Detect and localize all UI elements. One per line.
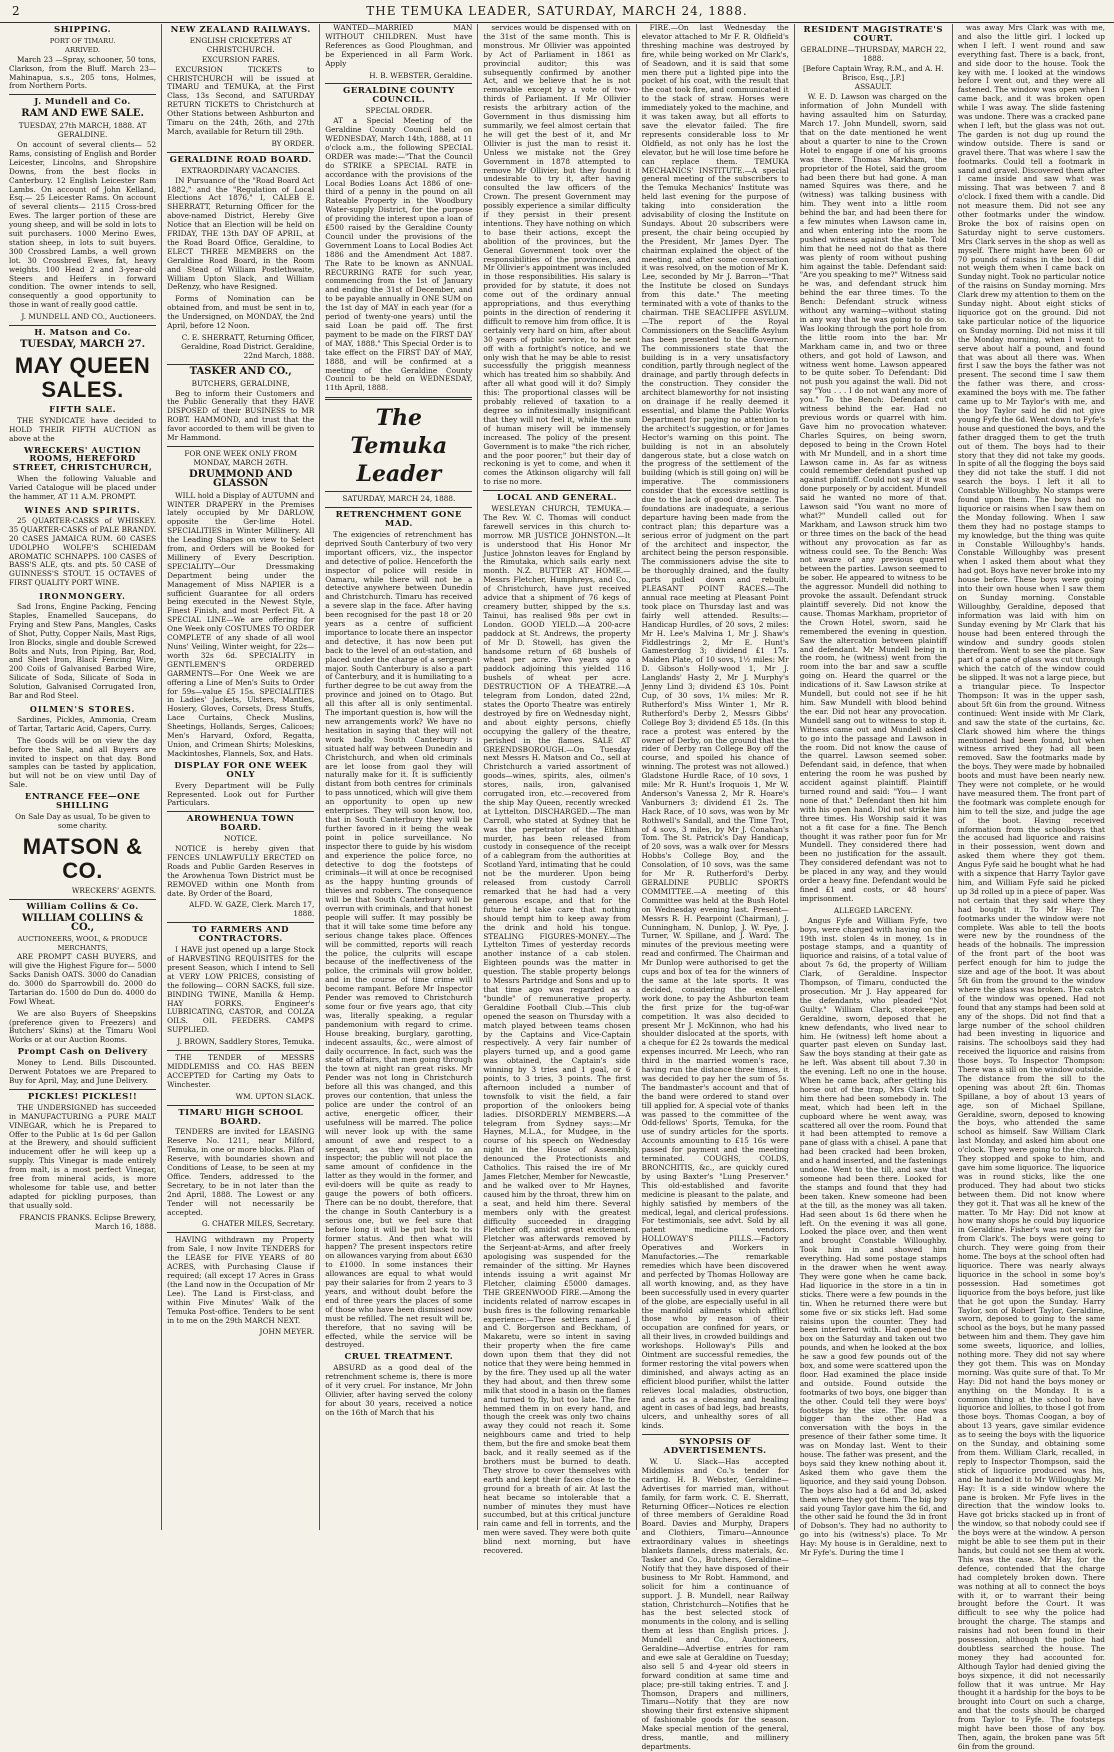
shipping-text: March 23 —Spray, schooner, 50 tons, Clarkson, from the Bluff. March 23—Mahinapua, s.s., 205 tons, Holmes, from Northern Ports. — [9, 54, 157, 91]
divider — [167, 922, 314, 923]
entrance-fee: ENTRANCE FEE—ONE SHILLING — [24, 792, 141, 812]
may-queen-title: MAY QUEEN SALES. — [14, 352, 151, 402]
syndicate-text: THE SYNDICATE have decided to HOLD THEIR FIFTH AUCTION as above at the — [9, 415, 157, 443]
slack-signature: WM. UPTON SLACK. — [235, 1091, 315, 1101]
mundell-heading: J. Mundell and Co. — [34, 97, 131, 108]
webster-signature: H. B. WEBSTER, Geraldine. — [369, 70, 473, 80]
collins-body-2: We are also Buyers of Sheepskins (preference given to Freezers) and Butchers' Skins) at the Timaru Wool Works or at our Auction Rooms. — [9, 1008, 157, 1045]
cruel-title: CRUEL TREATMENT. — [344, 1352, 454, 1363]
divider — [9, 94, 156, 95]
ram-sale-body: On account of several clients— 52 Rams, consisting of English and Border Leicester, Lincolns, and Shropshire Downs, from the best flocks in Canterbury. 12 English Leicester Ram Lambs. On account of John Kelland, Esq.— 25 Leicester Rams. On account of several clients— 2115 Cross-bred Ewes. The larger portion of these are young sheep, and will be sold in lots to suit purchasers. 1000 Merino Ewes, station sheep, in lots to suit buyers. 300 Crossbred Lambs, a well grown lot. 30 Crossbred Ewes, fat, heavy weights. 100 Head 2 and 3-year-old Steers and Heifers in forward condition. The owner intends to sell, consequently a good opportunity to those in want of really good cattle. — [9, 139, 157, 310]
county-body: AT a Special Meeting of the Geraldine County Council held on WEDNESDAY, March 14th, 1888, at 11 o'clock a.m., the following SPECIAL ORDER was made:—"That the Council do STRIKE a SPECIAL RATE in accordance with the provisions of the Local Bodies Loans Act 1886 of one-third of a penny in the pound on all Rateable Property in the Woodbury Water-supply District, for the purpose of providing the interest upon a loan of £500 raised by the Geraldine County Council under the provisions of the Government Loans to Local Bodies Act 1886 and the Amendment Act 1887. The Rate to be known as ANNUAL RECURRING RATE for such year, commencing from the 1st of January and ending the 31st of December, and to be payable annually in ONE SUM on the 1st day of MAY in each year (for a period of twenty-one years) until the said Loan be paid off. The first payment to be made on the FIRST DAY of MAY, 1888." This Special Order is to take effect on the FIRST DAY of MAY, 1888, and will be confirmed at a meeting of the Geraldine County Council to be held on WEDNESDAY, 11th April, 1888. — [325, 116, 473, 393]
court-before: [Before Captain Wray, R.M., and A. H. Brisco, Esq., J.P.] — [802, 63, 944, 82]
tenders-body: TENDERS are invited for LEASING Reserve No. 1211, near Milford, Temuka, in one or more blocks. Plan of Reserve, with boundaries shown and Conditions of Lease, to be seen at my Office. Tenders, addressed to the Secretary, to be in not later than the 2nd April, 1888. The Lowest or any Tender will not necessarily be accepted. — [167, 1127, 315, 1217]
special-order-label: SPECIAL ORDER. — [365, 106, 433, 116]
display-heading: DISPLAY FOR ONE WEEK ONLY — [174, 760, 308, 780]
matson-heading: H. Matson and Co. — [34, 328, 131, 339]
masthead — [0, 0, 1114, 23]
synopsis-heading: SYNOPSIS OF ADVERTISEMENTS. — [663, 1437, 767, 1457]
tender-slack-body: THE TENDER of MESSRS MIDDLEMISS and CO. HAS BEEN ACCEPTED for Carting my Oats to Winchester. — [167, 1053, 315, 1089]
divider — [167, 152, 314, 153]
divider — [325, 491, 472, 492]
newspaper-date: SATURDAY, MARCH 24, 1888. — [342, 494, 456, 504]
divider — [167, 1232, 314, 1233]
excursion-body: EXCURSION TICKETS to CHRISTCHURCH will be issued at TIMARU and TEMUKA, at the First Class, 13s Second, and SATURDAY RETURN TICKETS to Christchurch at Other Stations between Ashburton and Timaru on the 24th, 26th, and 27th March, available for Return till 29th. — [167, 64, 315, 136]
tasker-subtitle: BUTCHERS, GERALDINE, — [191, 378, 290, 388]
ram-sale-date: TUESDAY, 27th MARCH, 1888. AT GERALDINE. — [18, 121, 147, 140]
divider — [167, 446, 314, 447]
display-body: Every Department will be Fully Represented. Look out for Further Particulars. — [167, 780, 315, 808]
prompt-cash-banner: Prompt Cash on Delivery — [17, 1047, 148, 1058]
divider — [167, 1105, 314, 1106]
cricket-heading: ENGLISH CRICKETERS AT CHRISTCHURCH. — [189, 35, 292, 54]
arrived-label: ARRIVED. — [65, 46, 101, 55]
oilmen-heading: OILMEN'S STORES. — [29, 704, 136, 714]
divider — [325, 83, 472, 84]
entrance-note: On Sale Day as usual, To be given to some charity. — [15, 811, 151, 830]
column-7 — [953, 23, 1110, 1751]
road-board-heading: GERALDINE ROAD BOARD. — [169, 154, 312, 165]
page-number: 2 — [12, 4, 20, 18]
editorial-body: The exigencies of retrenchment has deprived South Canterbury of two very important officers, viz., the inspector and detective of police. Henceforth the inspector of police will reside in Oamaru, while there will not be a detective anywhere between Dunedin and Christchurch. Timaru has received a severe slap in the face. After having been recognised for the past 18 or 20 years as a centre of sufficient importance to locate there an inspector and detective, it has now been put back to the level of an out-station, and placed under the charge of a sergeant-major. South Canterbury is also a part of Canterbury, and it is humiliating to a further degree to be cut away from the province and joined on to Otago. But all this after all is only sentimental. The important question is, how will the new arrangements work? We have no hesitation in saying that they will not work badly. South Canterbury is situated half way between Dunedin and Christchurch, and when old criminals are let loose from gaol they will naturally make for it. It is sufficiently distant from both centres for criminals to pass unnoticed, which will give them an opportunity to open up new enterprises. They will soon know, too, that in South Canterbury they will be further favored in it being the weak point in police surveillance. No inspector there to guide by his wisdom and experience the police force, no detective to dog the footsteps of criminals—it will at once be recognised as the happy hunting grounds of thieves and robbers. The consequence will be that South Canterbury will be overrun with criminals, and that honest people will suffer. It may possibly be that it will take some time before any serious change takes place. Offences will be committed, reports will reach the police, the culprits will escape because of the ineffectiveness of the police, the criminals will grow bolder, and in the course of time crime will become rampant. Before Mr Inspector Pender was removed to Christchurch some four or five years ago, that city was, literally speaking, a regular pandemonium with regard to crime. House breaking, burglary, garotting, indecent assaults, &c., were almost of daily occurrence. In fact, such was the state of affairs, that men going through the town at night ran great risks. Mr Pender was not long in Christchurch before all this was changed, and this proves our contention, that unless the police are under the control of an active, energetic officer, their usefulness will be marred. The police will never look up with the same amount of awe and respect to a sergeant, as they would to an inspector; the public will not place the same amount of confidence in the latter as they would in the former, and evil-doers will be quite as ready to gauge the powers of both officers. There can be no doubt, therefore, that the change in South Canterbury is a serious one, but we feel sure that before long it will be put back to its former status. And then what will happen? The present inspectors retire on allowances varying from about £630 to £1000. In some instances their allowances are equal to what would pay their salaries for from 2 years to 3 years, and without doubt before the end of three years the places of some of those who have been dismissed now must be refilled. The net result will be, therefore, that no saving will be effected, while the service will be destroyed. — [325, 529, 473, 1350]
divider — [167, 1050, 314, 1051]
local-general-body: WESLEYAN CHURCH, TEMUKA.—The Rev. W. C. Thomas will conduct farewell services in this church to-morrow. MR JUSTICE JOHNSTON.—It is understood that His Honor Mr Justice Johnston leaves for England by the Rimutaka, which sails early next month. N.Z. BUTTER AT HOME.—Messrs Fletcher, Humphreys, and Co., of Christchurch, have just received advice that a shipment of 76 kegs of creamery butter, shipped by the s.s. Tainui, has realised 98s per cwt in London. GOOD YIELD.—A 200-acre paddock at St. Andrews, the property of Mr D. Stowell, has given the handsome return of 68 bushels of wheat per acre. Two years ago a paddock adjoining this yielded 116 bushels of wheat per acre. DESTRUCTION OF A THEATRE.—A telegram from London, dated 22nd, states the Oporto Theatre was entirely destroyed by fire on Wednesday night, and about eighty persons, chiefly occupying the gallery of the theatre, perished in the flames. SALE AT GREENDSBOROUGH.—On Tuesday next Messrs H. Matson and Co., sell at Christchurch a varied assortment of goods—wines, spirits, ales, oilmen's stores, nails, iron, galvanised corrugated iron, etc.—recovered from the ship May Queen, recently wrecked at Lyttelton. DISCHARGED.—The man Carroll, who stated at Sydney that he was the perpetrator of the Eltham murder, has been released from custody in consequence of the receipt of a cablegram from the authorities at Scotland Yard, intimating that he could not be the murderer. Upon being released from custody Carroll remarked that he had had a very generous escape, and that for the future he'd take care that nothing should tempt him to keep away from the drink and hold his tongue. STEALING FIGURES-MONEY.—The Lyttelton Times of yesterday records another instance of a cab stolen. Eighteen pounds was the matter in question. The stable property belongs to Messrs Partridge and Sons and up to that time ago was regarded as a "bundle" of remunerative property. Geraldine Football Club.—This club opened the season on Thursday with a match played between teams chosen by the Captains and Vice-Captain respectively. A very fair number of players turned up, and a good game was obtained, the Captain's side winning by 3 tries and 1 goal, or 6 points, to 3 tries, 3 points. The first afternoon included a number of townsfolk to visit the field, a fair proportion of the onlookers being ladies. DISORDERLY MEMBERS.—A telegram from Sydney says:—Mr Haynes, M.L.A., for Mudgee, in the course of his speech on Wednesday night in the House of Assembly, denounced the Protectionists and Catholics. This raised the ire of Mr James Fletcher, Member for Newcastle, and he walked over to Mr Haynes, caused him by the throat, threw him on a seat, and held him there. Several members only with the greatest difficulty succeeded in dragging Fletcher off, amidst great excitement. Fletcher was afterwards removed by the Serjeant-at-Arms, and after freely apologising was suspended for the remainder of the sitting. Mr Haynes intends issuing a writ against Mr Fletcher, claiming £5000 damages. THE GREENWOOD FIRE.—Among the incidents related of narrow escapes in bush fires is the following remarkable experience:—Three settlers named J. and C. Borgerson and Beckham, of Makaretu, were so intent in saving their property when the fire came down upon them that they did not notice that they were being hemmed in by the fire. They used up all the water they had about, and then threw some milk that stood in a basin on the flames and turned to fly, but too late. The fire hemmed them in on every hand, and though the creek was only two chains away they could not reach it. Some neighbours came and tried to help them, but the fire and smoke beat them back, and it really seemed as if the brothers must be burned to death. They strove to cover themselves with earth and kept their faces close to the ground for a breath of air. At last the heat became so intolerable that a number of minutes they must have succumbed, but at this critical juncture rain came and fell in torrents, and the men were saved. They were both quite blind next morning, but have recovered. — [483, 504, 631, 1556]
collins-body: ARE PROMPT CASH BUYERS, and will give the Highest Figure for— 5000 Sacks Danish OATS. 3000 do Canadian do. 3000 do Sparrowbill do. 2000 do Tartarian do. 1500 do Dun do. 4000 do Fowl Wheat. — [9, 952, 157, 1006]
notice-label: NOTICE. — [224, 834, 258, 844]
excursion-heading: EXCURSION FARES. — [201, 54, 280, 64]
editorial-continued: services would be dispensed with on the 31st of the same month. This is monstrous. Mr Ollivier was appointed by Act of Parliament in 1861 as provincial auditor; this was subsequently confirmed by another Act, and we believe that he is not removable except by a vote of two-thirds of Parliament. If Mr Ollivier resists the arbitrary action of the Government in thus dismissing him summarily, we feel almost certain that he will get the best of it, and Mr Ollivier is just the man to resist it. Unless we mistake not the Grey Government in 1878 attempted to remove Mr Ollivier, but they found it undesirable to try it, after having consulted the law officers of the Crown. The present Government may possibly experience a similar difficulty if they persist in their present intentions. They have nothing on which to base their actions, except the abolition of the provinces, but the General Government took over the responsibilities of the provinces, and Mr Ollivier's appointment was included in those responsibilities. His salary is provided for by statute, it does not come out of the ordinary annual appropriations, and thus everything points in the direction of rendering it difficult to remove him from office. It is certainly very hard on him, after about 30 years of public service, to be sent off with a fortnight's notice, and we only wish that he may be able to resist successfully the priggish meanness which has treated him so shabbily. And after all what good will it do? Simply this: The proportional classes will be probably relieved of taxation to a degree so infinitesimally insignificant that they will not feel it, while the sum of human misery will be immensely increased. The policy of the present Government is to make "the rich richer, and the poor poorer," but their day of reckoning is yet to come, and when it comes the Atkinson oligarchy will fall to rise no more. — [483, 23, 631, 487]
wanted-body: WANTED—MARRIED MAN WITHOUT CHILDREN. Must have References as Good Ploughman, and be Experienced in all Farm Work. Apply — [325, 23, 473, 68]
matson-signature: WRECKERS' AGENTS. — [71, 885, 157, 895]
column-6 — [795, 24, 953, 1558]
newspaper-header: THE TEMUKA LEADER, SATURDAY, MARCH 24, 1888. — [366, 4, 748, 18]
collins-subtitle: AUCTIONEERS, WOOL, & PRODUCE MERCHANTS, — [17, 935, 148, 952]
column-3 — [320, 24, 478, 1530]
miles-signature: G. CHATER MILES, Secretary. — [201, 1219, 315, 1229]
drummond-body: WILL hold a Display of AUTUMN and WINTER DRAPERY in the Premises lately occupied by Mr DARLOW, opposite the Ger-lime Hotel. SPECIALITIES in Winter Millinery. All the Leading Shapes on view to Select from, and Orders will be Booked for Millinery of Every Description. SPECIALITY—Our Dressmaking Department being under the Management of Miss NAPIER is a sufficient Guarantee for all orders being executed in the Newest Style, Finest Finish, and most Perfect Fit. A SPECIAL LINE—We are offering for One Week only COSTUMES TO ORDER COMPLETE of any shade of all wool Nuns' Veiling, Winter weight, for 22s—worth 32s 6d. SPECIALITY in GENTLEMEN'S ORDERED GARMENTS—For One Week we are offering a Line of Men's Suits to Order for 59s—value £5 15s. SPECIALITIES in Ladies' Jackets, Ulsters, Mantles, Hosiery, Gloves, Corsets, Dress Stuffs, Lace Curtains, Check Muslins, Sheetings, Hollands, Serges, Calicoes; Men's Harvard, Oxford, Regatta, Union, and Crimean Shirts; Moleskins, Mackintoshes, Flannels, Sox, and Hats. — [167, 490, 315, 758]
court-heading: RESIDENT MAGISTRATE'S COURT. — [803, 25, 944, 44]
divider — [325, 507, 472, 508]
court-date: GERALDINE—THURSDAY, MARCH 22, 1888. — [800, 44, 947, 63]
local-general-heading: LOCAL AND GENERAL. — [497, 493, 617, 504]
fences-body: NOTICE is hereby given that FENCES UNLAWFULLY ERECTED on Roads and Public Garden Reserves in the Arowhenua Town District must be REMOVED within one Month from date. By Order of the Board, — [167, 844, 315, 898]
money-text: Money to Lend. Bills Discounted. Derwent Potatoes we are Prepared to Buy for April, May, and June Delivery. — [9, 1058, 157, 1085]
shipping-heading: SHIPPING. — [54, 25, 112, 35]
goods-view-text: The Goods will be on view the day before the Sale, and all Buyers are invited to inspect on that day. Bond samples can be tasted by application, but will not be on view until Day of Sale. — [9, 735, 157, 790]
meyer-signature: JOHN MEYER. — [259, 1327, 315, 1337]
oilmen-body: Sardines, Pickles, Ammonia, Cream of Tartar, Tartaric Acid, Capers, Curry. — [9, 714, 157, 733]
vacancies-heading: EXTRAORDINARY VACANCIES. — [181, 165, 300, 175]
pickles-signature: FRANCIS FRANKS. Eclipse Brewery, March 16, 1888. — [19, 1212, 157, 1231]
assault-body: W. E. D. Lawson was charged on the information of John Mundell with having assaulted him on Saturday, March 17. John Mundell, sworn, said that on the date mentioned he went about a quarter to nine to the Crown Hotel to engage if one of his grooms was there. Thomas Markham, the proprietor of the Hotel, said the groom had been there but had gone. A man named Squires was there, and he (witness) was talking business with him. They went into a little room behind the bar, and had been there for a few minutes when Lawson came in, and when entering into the room he pushed witness against the table. Told him that he need not do that as there was plenty of room without pushing him against the table. Defendant said: "Are you speaking to me?" Witness said he was, and defendant struck him behind the ear three times. To the Bench: Defendant struck witness without any warning—without stating in any way that he was going to do so. Was looking through the port hole from the little room into the bar. Mr Markham came in, and two or three others, and got hold of Lawson, and witness went home. Lawson appeared to be quite sober. To Defendant: Did not push you against the wall. Did not say "You . . . I do not want any more of you." To the Bench: Defendant cut witness behind the ear. Had no previous words or quarrel with him. Gave him no provocation whatever. Charles Squires, on being sworn, deposed to being in the Crown Hotel with Mr Mundell, and in a short time Lawson came in. As far as witness could remember defendant pushed up against plaintiff. Could not say if it was done purposely or by accident. Mundell said he wanted no more of that. Lawson said "You want no more of what?" Mundell called out for Markham, and Lawson struck him two or three times on the back of the head without any provocation as far as witness could see. To the Bench: Was not aware of any previous quarrel between the parties. Lawson seemed to be sober. He appeared to witness to be the aggressor. Mundell did nothing to provoke the assault. Defendant struck plaintiff severely. Did not know the cause. Thomas Markham, proprietor of the Crown Hotel, sworn, said he remembered the evening in question. Saw the altercation between plaintiff and defendant. Mr Mundell being in the room, he (witness) went from the room into the bar and saw a scuffle going on. Heard the quarrel or the indications of it. Saw Lawson strike at Mundell, but could not see if he hit him. Saw Mundell with blood behind the ear. Did not hear any provocation. Mundell sang out to witness to stop it. Witness came out and Mundell asked to go into the passage and Lawson in the room. Did not know the cause of the quarrel. Lawson seemed sober. Defendant said, in defence, that when entering the room he was pushed by accident against plaintiff. Plaintiff turned round and said: "You— I want none of that." Defendant then hit him with his open hand. Did not strike him three times. His Worship said it was not a fit case for a fine. The Bench thought it was rather poor fun for Mr Mundell. They considered there had been no justification for the assault. They considered defendant was not to be placed in any way, and they would order a heavy fine. Defendant would be fined £1 and costs, or 48 hours' imprisonment. — [799, 92, 947, 903]
farmers-heading: TO FARMERS AND CONTRACTORS. — [192, 925, 290, 945]
divider — [9, 899, 156, 900]
column-1 — [4, 24, 162, 1530]
collins-small-heading: William Collins & Co. — [26, 901, 139, 912]
vacancies-body: IN Pursuance of the "Road Board Act 1882," and the "Regulation of Local Elections Act 1876," I, CALEB E. SHERRATT, Returning Officer for the above-named District, Hereby Give Notice that an Election will be held on FRIDAY, THE 13th DAY OF APRIL, at the Road Board Office, Geraldine, to ELECT THREE MEMBERS on the Geraldine Road Board, in the Room and Stead of William Postlethwaite, William Upton Slack, and William DeRenzy, who have Resigned. — [167, 175, 315, 292]
fifth-sale: FIFTH SALE. — [49, 404, 117, 415]
editorial-title: RETRENCHMENT GONE MAD. — [335, 510, 463, 530]
divider — [483, 490, 630, 491]
larceny-continued: was away Mrs Clark was with me, and also the little girl. I locked up when I left. I went round and saw everything fast. There is a back, front, and side door to the house. Took the key with me. I looked at the windows before I went out, and they were all fastened. The window was open when I came back, and it was broken open while I was away. The slide fastening was undone. There was a cracked pane when I left, but the glass was not out. The garden is not dug up round the window outside. There is sand or gravel there. That was where I saw the footmarks. Could tell a footmark in sand and gravel. Discovered them after I came inside and saw what was missing. That was between 7 and 8 o'clock. I fixed them with a candle. Did not measure them. Did not see any other footmarks under the window. Broke the box of raisins open on Saturday night to serve customers. Mrs Clark serves in the shop as well as myself. There might have been 60 or 70 pounds of raisins in the box. I did not weigh them when I came back on Sunday night. Took no particular notice of the raisins on Sunday morning. Mrs Clark drew my attention to them on the Sunday night. About eight sticks of liquorice got on the ground. Did not take particular notice of the liquorice on Sunday morning. Did not miss it till the Monday morning, when I went to serve about half a pound, and found that was about all there was. When first I saw the boys the father was not present. The second time I saw them the father was there, and cross-examined the boys with me. The father came up to Mr Taylor's with me, and the boy Taylor said he did not give young Fyfe the 6d. Went down to Fyfe's house and questioned the boys, and the father dragged them to get the truth out of them. The boys had to their story that they did not take my goods. In spite of all the flogging the boys said they did not take the stuff. I did not search the boys. I left it all to Constable Willoughby. No stamps were found upon them. The boys had no liquorice or raisins when I saw them on the Monday following. When I saw them they had no postage stamps to my knowledge, but the thing was quite in Constable Willoughby's hands. Constable Willoughby was present when I asked them about what they had got. Boys have never broke into my house before. These boys were going into their own house when I saw them on Sunday morning. Constable Willoughby, Geraldine, deposed that information was laid with him on Sunday evening by Mr Clark that his house had been entered through the window and sundry goods stolen therefrom. Went to see the place. Saw part of a pane of glass was cut through which the catch of the window could be slipped. It was not a large piece, but a triangular piece. To Inspector Thompson: It was in the upper sash, about 5ft 6in from the ground. Witness continued: Went inside with Mr Clark, and saw the state of the curtains, &c. Clark showed him where the things mentioned had been found, but when witness arrived they had all been removed. Saw the footmarks made by the boys. They were made by hobnailed boots and must have been nearly new. They were not complete, or he would have measured them. The front part of the footmark was complete enough for him to tell the size, and judge the age of the boot. Having received information from the schoolboys that the accused had liquorice and raisins in their possession, went down and asked them where they got them. Angus Fyfe said he bought what he had with a sixpence that Harry Taylor gave him, and William Fyfe said he picked up 3d rolled up in a piece of paper. Was not certain that they said where they had bought it. To Mr Hay: The footmarks under the window were not complete. Was able to tell the boots were new by the roundness of the heads of the hobnails. The impression of the front part of the boot was perfect enough for him to judge the size and age of the boot. It was about 5ft 6in from the ground to the window where the glass was broken. The catch of the window was opened. Had not found that any stamps had been sold at any of the shops. Did not find that a large number of the school children had been investing in liquorice and raisins. The schoolboys said they had received the liquorice and raisins from those boys. To Inspector Thompson: There was a sill on the window outside. The distance from the sill to the opening was about 2ft 6in. Thomas Spillane, a boy of about 13 years of age, son of Michael Spillane, Geraldine, sworn, deposed to knowing the boys, who attended the same school as himself. Saw William Clark last Monday, and asked him about one o'clock. They were going to the church. They stopped and spoke to him, and gave him some liquorice. The liquorice was in round sticks, like the one produced. They had about two sticks between them. Did not know where they got it. That was all he knew of the matter. To Mr Hay: Did not know at how many shops he could buy liquorice in Geraldine. Fisher's was not very far from Clark's. The boys were going to church. They were going from their home. The boys at the school often had liquorice. There was nearly always liquorice in the school in some boy's possession. Had sometimes got liquorice from the boys before, just like that he got upon the Sunday. Harry Taylor, son of Robert Taylor, Geraldine, sworn, deposed to going to the same school as the boys, but he many passed between him and them. They gave him some sweets, liquorice, and lollies, nothing more. They did not say where they got them. This was on Monday morning. Was quite sure of that. To Mr Hay: Did not hand the boys money or anything on the Monday. It is a common thing at the school to have liquorice and lollies, to those I got from those boys. Thomas Coogan, a boy of about 13 years, gave similar evidence as to seeing the boys with the liquorice on the Sunday, and obtaining some from them. William Clark, recalled, in reply to Inspector Thompson, said the stick of liquorice produced was his, and he handed it to Mr Willoughby. Mr Hay: It is a side window where the pane is broken. Mr Fyfe lives in the direction that the window looks to. Have got bricks stacked up in front of the window, so that nobody could see if the boys were at the window. A person might be able to see them put in their hands, but could not see them at work. This was the case. Mr Hay, for the defence, contended that the charge had completely broken down. There was nothing at all to connect the boys with it, or to warrant their being brought before the Court. It was difficult to see why the police had brought the charge. The stamps and raisins had not been found in their possession, although the police had doubtless searched the house. The money they had accounted for. Although Taylor had denied giving the boys sixpence, it did not necessarily follow that it was untrue. Mr Hay thought it a hardship for the boys to be brought into Court on such a charge, and that the costs should be charged from Taylor to Fyfe. The footsteps might have been those of any boy. Then, again, the broken pane was 5ft 6in from the ground. — [957, 23, 1105, 1751]
column-4 — [478, 23, 636, 1556]
by-order: BY ORDER. — [271, 138, 315, 148]
farmers-body: I HAVE just opened up a large Stock of HARVESTING REQUISITES for the present Season, which I intend to Sell at VERY LOW PRICES, consisting of the following— CORN SACKS, full size. BINDING TWINE, Manilla & Hemp. HAY FORKS. Engineer's LUBRICATING, CASTOR, and COLZA OILS. OIL FEEDERS. CAMPS SUPPLIED. — [167, 945, 315, 1035]
column-2 — [162, 24, 320, 1530]
high-school-heading: TIMARU HIGH SCHOOL BOARD. — [178, 1107, 304, 1127]
one-week-heading: FOR ONE WEEK ONLY FROM MONDAY, MARCH 26TH. — [184, 448, 298, 467]
tasker-body: Beg to inform their Customers and the Public Generally that they HAVE DISPOSED of their BUSINESS to MR ROBT. HAMMOND, and trust that the favor accorded to them will be given to Mr Hammond. — [167, 388, 315, 443]
larceny-body: Angus Fyfe and William Fyfe, two boys, were charged with having on the 19th inst. stolen 4s in money, 1s in postage stamps, and a quantity of liquorice and raisins, of a total value of about 7s 6d, the property of William Clark, of Geraldine. Inspector Thompson, of Timaru, conducted the prosecution. Mr J. Hay appeared for the defendants, who pleaded "Not Guilty." William Clark, storekeeper, Geraldine, sworn, deposed that he knew defendants, who lived near to him. He (witness) left home about a quarter past eleven on Sunday last. Saw the boys standing at their gate as he left. Was absent till about 7.30 in the evening. Left no one in the house. When he came back, after getting his horse out of the trap, Mrs Clark told him there had been somebody in. The meat, which had been left in the cupboard where he went away, was scattered all over the room. Found that it had been attempted to remove a pane of glass with a chisel. A pane that had been cracked had been broken, and a hand inserted, and the fastenings undone. Went to the till, and saw that someone had been there. Looked for the stamps and found that they had been taken. Knew someone had been at the till, as the money was all taken. Had seen about 1s 6d there when he left. On the evening it was all gone. Looked the place over, and then went and brought Constable Willoughby. Took him in and showed him everything. Had some postage stamps in the drawer when he went away. They were gone when he came back. Had liquorice in the store in a tin in sticks. There were a few pounds in the tin. When he returned there were but some five or six sticks left. Had some raisins upon the counter. They had been interfered with. Had opened the box on the Saturday and taken out two pounds, and when he looked at the box he saw a good few pounds out of the box, and some were scattered upon the floor. Had examined the place inside and outside. Found outside the footmarks of two boys, one bigger than the other. Could tell they were boys' footsteps by the size. The one was bigger than the other. Had a conversation with the boys in the presence of their father some time. It was on Monday last. Went to their house. The father was present, and the boys said they knew nothing about it. Asked them who gave them the liquorice, and they said young Dobson. The boys also had a 6d and 3d, asked them where they got them. The big boy said young Taylor gave him the 6d, and the other said he found the 3d in front of Dobson's. They had no authority to go into his (witness's) place. To Mr Hay: My house is in Geraldine, next to Mr Fyfe's. During the time I — [799, 915, 947, 1558]
arowhenua-heading: AROWHENUA TOWN BOARD. — [186, 814, 295, 834]
cruel-body: ABSURD as a good deal of the retrenchment scheme is, there is more of it very cruel. For instance, Mr John Ollivier, after having served the colony for about 30 years, received a notice on the 16th of March that his — [325, 1363, 473, 1417]
wines-heading: WINES AND SPIRITS. — [24, 504, 141, 515]
divider — [167, 811, 314, 812]
wreckers-rooms: WRECKERS' AUCTION ROOMS, HEREFORD STREET, CHRISTCHURCH, — [12, 445, 153, 474]
collins-title: WILLIAM COLLINS & CO., — [21, 912, 144, 933]
assault-heading: ASSAULT. — [854, 82, 892, 92]
sale-day: TUESDAY, MARCH 27. — [19, 339, 146, 350]
port-heading: PORT OF TIMARU. — [49, 36, 116, 45]
divider — [325, 397, 472, 400]
wines-body: 25 QUARTER-CASKS of WHISKEY. 35 QUARTER-CASKS of PALE BRANDY. 20 CASES JAMAICA RUM. 60 CASES UDOLPHO WOLFE'S SCHIEDAM AROMATIC SCHNAPPS. 100 CASES of BASS'S ALE, qts. and pts. 50 CASE of GUINNESS'S STOUT. 15 OCTAVES of FIRST QUALITY PORT WINE. — [9, 515, 157, 588]
column-5 — [637, 23, 795, 1751]
page-columns — [4, 23, 1110, 1751]
catalogue-text: When the following Valuable and Varied Catalogue will be placed under the hammer, AT 11 A.M. PROMPT. — [9, 474, 157, 502]
newspaper-title: The Temuka Leader — [350, 405, 448, 488]
brown-signature: J. BROWN, Saddlery Stores, Temuka. — [177, 1037, 315, 1047]
sherratt-signature: C. E. SHERRATT, Returning Officer, Geraldine, Road District. Geraldine, 22nd March, 1888. — [181, 333, 315, 360]
divider — [167, 364, 314, 365]
divider — [9, 1089, 156, 1090]
divider — [9, 325, 156, 326]
railways-heading: NEW ZEALAND RAILWAYS. — [170, 25, 311, 35]
nomination-text: Forms of Nomination can be obtained from, and must be sent in to, the Undersigned, on MONDAY, the 2nd April, before 12 Noon. — [167, 294, 315, 331]
ironmongery-body: Sad Irons, Engine Packing, Fencing Staples, Enamelled Saucepans, do Frying and Stew Pans, Mangles, Casks of Shot, Putty, Copper Nails, Mast Rigs, Iron Blocks, single and double Screwed Bolts and Nuts, Iron Piping, Bar, Rod, and Sheet Iron, Black Fencing Wire, 200 Coils of Galvanised Barbed Wire, Silicate of Soda, Silicate of Soda in Solution, Galvanised Corrugated Iron, Bar and Rod Steel. — [9, 602, 157, 701]
drummond-title: DRUMMOND AND GLASSON — [189, 468, 293, 489]
meyer-body: HAVING withdrawn my Property from Sale, I now Invite TENDERS for the LEASE for FIVE YEARS of 80 ACRES, with Purchasing Clause if required; (all except 17 Acres in Grass (the Land now in the Occupation of Mr Lee). The Land is First-class, and within Five Minutes' Walk of the Temuka Post-office. Tenders to be sent in to me on the 29th MARCH NEXT. — [167, 1235, 315, 1325]
ram-sale-title: RAM AND EWE SALE. — [21, 108, 144, 120]
matson-big-title: MATSON & CO. — [22, 833, 143, 883]
larceny-heading: ALLEGED LARCENY. — [833, 905, 913, 915]
ironmongery-heading: IRONMONGERY. — [39, 591, 126, 602]
pickles-heading: PICKLES! PICKLES!! — [27, 1091, 138, 1102]
pickles-body: THE UNDERSIGNED has succeeded in MANUFACTURING a PURE MALT VINEGAR, which he is Prepared to Offer to the Public at 1s 6d per Gallon at the Brewery, and should sufficient inducement offer he will keep up a supply. This Vinegar is made entirely from malt, is a most perfect Vinegar, free from mineral acids, is more wholesome for table use, and better adapted for pickling purposes, than that usually sold. — [9, 1102, 157, 1210]
tasker-title: TASKER AND CO., — [189, 365, 292, 377]
mundell-signature: J. MUNDELL AND CO., Auctioneers. — [21, 312, 157, 322]
divider — [642, 1434, 789, 1435]
synopsis-body: W. U. Slack—Has accepted Middlemiss and Co.'s tender for carting. H. B. Webster, Geraldine—Advertises for married man, without family, for farm work. C. E. Sherratt, Returning Officer—Notices re election of three members of Geraldine Road Board. Davies and Murphy, Drapers and Clothiers, Timaru—Announce extraordinary values in sheetings blankets flannels, dress materials, &c. Tasker and Co., Butchers, Geraldine—Notify that they have disposed of their business to Mr Robt. Hammond, and solicit for him a continuance of support. J. B. Mundell, near Railway station, Christchurch—Notifies that he has the best selected stock of monuments in the colony, and is selling them at less than English prices. J. Mundell and Co., Auctioneers, Geraldine—Advertise entries for ram and ewe sale at Geraldine on Tuesday; also sell 5 and 4-year old steers in forward condition at same time and place; pre-still taking entries. T. and J. Thomson, Drapers and milliners, Timaru—Notify that they are now showing their first extensive shipment of fashionable goods for the season. Make special mention of the general, dress, mantle, and millinery departments. — [641, 1457, 789, 1751]
gaze-signature: ALFD. W. GAZE, Clerk. March 17, 1888. — [189, 900, 315, 919]
local-news-body: FIRE.—On last Wednesday the elevator attached to Mr F. R. Oldfield's threshing machine was destroyed by fire, while being worked on Mr Clark's, of Seadown, and it is said that some men there put a lighted pipe into the pocket of his coat, with the result that the coat took fire, and communicated it to the stack of straw. Horses were immediately yoked to the machine, and it was taken away, but all efforts to save the elevator failed. The fire represents considerable loss to Mr Oldfield, as not only has he lost the elevator, but he will lose time before he can replace them. TEMUKA MECHANICS' INSTITUTE.—A special general meeting of the subscribers to the Temuka Mechanics' Institute was held last evening for the purpose of taking into consideration the advisability of closing the Institute on Sundays. About 20 subscribers were present, the chair being occupied by the President, Mr James Dyer. The chairman explained the object of the meeting, and after some conversation it was resolved, on the motion of Mr K. Lee, seconded by Mr J. Barron—"That the Institute be closed on Sundays from this date." The meeting terminated with a vote of thanks to the chairman. THE SEACLIFFE ASYLUM.—The report of the Royal Commissioners on the Seacliffe Asylum has been presented to the Governor. The commissioners state that the building is in a very unsatisfactory condition, partly through neglect of the drainage, and partly through defects in the construction. They consider the architect blameworthy for not insisting on drainage if he really deemed it essential, and blame the Public Works Department for paying no attention to the architect's suggestion, or for James Hector's warning on this point. The building is not in an absolutely dangerous state, but a close watch on the progress of the settlement of the building (which is still going on) will be imperative. The commissioners consider that the excessive settling is due to the lack of good drainage. The foundations are inadequate, a serious departure having been made from the contract plan; this departure was a serious error of judgment on the part of the architect and inspector, the architect being the person responsible. The commissioners advise the site to be thoroughly drained, and the faulty parts pulled down and rebuilt. PLEASANT POINT RACES.—The annual race meeting at Pleasant Point took place on Thursday last and was fairly well attended. Results:—Handicap Hurdles, of 20 sovs, 2 miles: Mr H. Lee's Malvina 1, Mr J. Shaw's Fiddlestrings 2, Mr E. Hunt's Gamesterdog 3; dividend £1 17s. Maiden Plate, of 10 sovs, 1½ miles: Mr D. Gibson's Holly-wood 1, Mr J. Langlands' Hasty 2, Mr J. Murphy's Jenny Lind 3; dividend £3 10s. Point Cup, of 30 sovs, 1¼ miles: Mr R. Rutherford's Miss Winter 1, Mr R. Rutherford's Derby 2, Messrs Gibbs' College Boy 3; dividend £5 18s. (In this race a protest was entered by the owner of Derby, on the ground that the rider of Derby ran College Boy off the course, and spoiled his chance of winning. The protest was not allowed.) Gladstone Hurdle Race, of 10 sovs, 1 mile: Mr R. Hunt's Iroquois 1, Mr W. Anderson's Vanessa 2, Mr R. Hoare's Vanburners 3; dividend £1 2s. The Hack Race, of 10 sovs, was won by Mr Rothwell's Sandall, and the Time Trot, of 4 sovs, 3 miles, by Mr J. Conahan's Tom. The St. Patrick's Day Handicap, of 20 sovs, was a walk over for Messrs Hobbs's College Boy, and the Consolation, of 10 sovs, was the same for Mr R. Rutherford's Derby. GERALDINE PUBLIC SPORTS COMMITTEE.—A meeting of this Committee was held at the Bush Hotel on Wednesday evening last. Present—Messrs R. H. Pearpoint (Chairman), J. Cunningham, N. Dunlop, J. W. Pye, J. Turner, W. Spillane, and J. Ward. The minutes of the previous meeting were read and confirmed. The Chairman and Mr Dunlop were authorised to get the cups and box of tea for the winners of the same at the late sports. It was decided, considering the excellent work done, to pay the Ashburton team the first prize for the tug-of-war competition. It was also decided to present Mr J. McKinnon, who had his shoulder dislocated at the sports, with a cheque for £2 2s towards the medical expenses incurred. Mr Leech, who ran third in the married women's race, having run the distance three times, it was decided to pay her the sum of 5s. The bandmaster's account and that of the band were ordered to stand over till applied for. A special vote of thanks was passed to the committee of the Odd-fellows' Sports, Temuka, for the use of sundry articles for the sports. Accounts amounting to £15 16s were passed for payment and the meeting terminated. COUGHS, COLDS, BRONCHITIS, &c., are quickly cured by using Baxter's "Lung Preserver." This old-established and favorite medicine is pleasant to the palate, and highly satisfied by members of the medical, legal, and clerical professions. For testimonials, see advt. Sold by all patent medicine vendors. HOLLOWAY'S PILLS.—Factory Operatives and Workers in Manufactories.—The remarkable remedies which have been discovered and perfected by Thomas Holloway are all worth knowing, and, as they have been successfully used in every quarter of the globe, are especially useful in all the manifold ailments which afflict those who by reason of their occupation are confined for years, or all their lives, in crowded buildings and workshops. Holloway's Pills and Ointment are successful remedies, the former restoring the vital powers when diminished, and always acting as an efficient blood purifier, whilst the latter relieves local maladies, obstruction, and acts as a cleansing and healing agent in cases of bad legs, bad breasts, ulcers, and unhealthy sores of all kinds. — [641, 23, 789, 1431]
county-heading: GERALDINE COUNTY COUNCIL. — [343, 86, 455, 106]
